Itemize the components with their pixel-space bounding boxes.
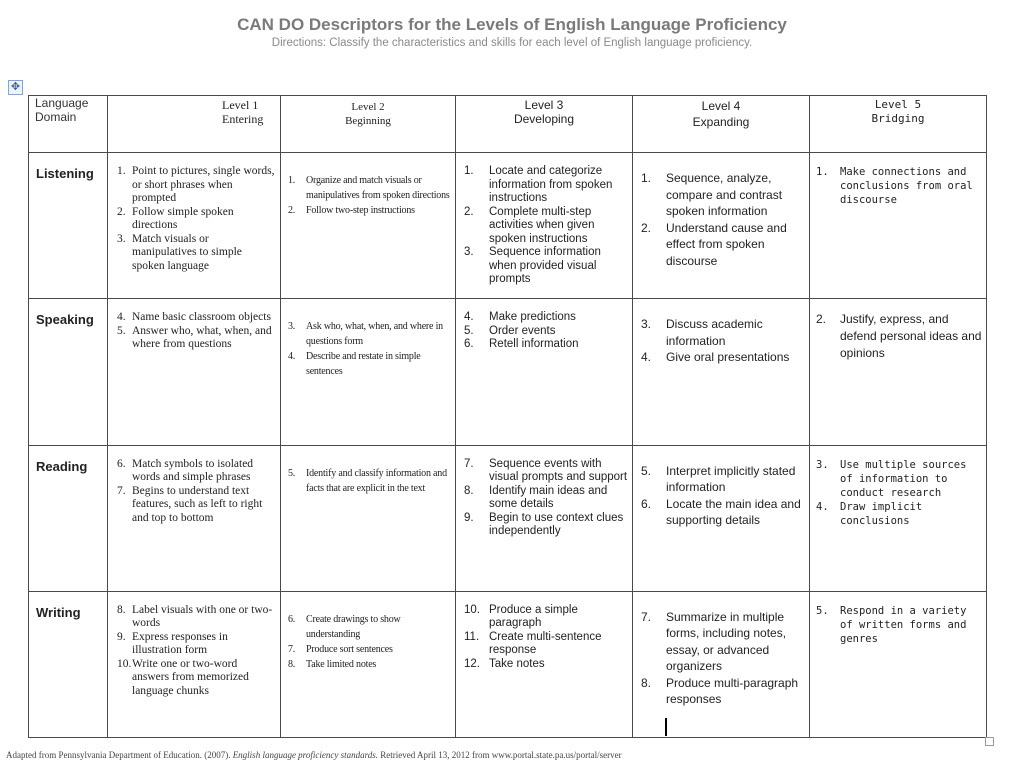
list-item xyxy=(108,233,276,274)
header-cell xyxy=(810,96,987,153)
list-item xyxy=(108,325,276,352)
list-item xyxy=(108,604,276,631)
header-cell xyxy=(29,96,108,153)
header-level-name: Level 1 xyxy=(222,98,259,112)
descriptor-cell xyxy=(456,299,633,445)
header-level-label: Bridging xyxy=(871,112,925,125)
list-item xyxy=(281,173,451,203)
item-text: Sequence events with visual prompts and support xyxy=(489,457,628,484)
item-number: 7. xyxy=(464,457,474,470)
header-domain-line: Domain xyxy=(35,110,77,124)
item-number: 4. xyxy=(117,311,126,324)
item-text: Organize and match visuals or manipulatives from spoken directions xyxy=(306,175,450,202)
item-text: Locate the main idea and supporting details xyxy=(666,496,801,528)
list-item xyxy=(633,496,805,529)
item-number: 1. xyxy=(816,166,829,179)
item-text: Follow two-step instructions xyxy=(306,205,415,217)
list-item xyxy=(633,220,805,270)
item-number: 6. xyxy=(288,613,296,625)
header-cell xyxy=(108,96,281,153)
descriptor-cell xyxy=(281,591,456,737)
header-level-label: Beginning xyxy=(345,115,391,127)
table-row xyxy=(29,445,987,591)
item-number: 5. xyxy=(641,463,652,478)
item-text: Create drawings to show understanding xyxy=(306,613,401,640)
list-item xyxy=(108,485,276,526)
header-level-label: Developing xyxy=(513,112,575,126)
item-text: Make connections and conclusions from oral discourse xyxy=(840,166,973,207)
header-level-label: Entering xyxy=(222,112,264,126)
item-number: 3. xyxy=(117,232,126,245)
descriptor-list xyxy=(281,446,455,496)
item-number: 2. xyxy=(464,205,474,218)
descriptor-list xyxy=(810,299,986,362)
table-row xyxy=(29,591,987,737)
descriptor-cell xyxy=(281,445,456,591)
item-number: 8. xyxy=(117,603,126,616)
item-number: 11. xyxy=(464,630,480,643)
list-item xyxy=(281,612,451,642)
move-arrows-icon[interactable]: ✥ xyxy=(8,80,23,95)
resize-square-icon[interactable] xyxy=(985,737,994,746)
list-item xyxy=(456,311,628,325)
descriptor-cell xyxy=(810,299,987,445)
can-do-table xyxy=(28,95,987,738)
table-row xyxy=(29,299,987,445)
item-number: 3. xyxy=(816,458,829,471)
item-text: Respond in a variety of written forms and genres xyxy=(840,604,967,645)
descriptor-cell xyxy=(810,445,987,591)
list-item xyxy=(456,206,628,247)
descriptor-list xyxy=(810,153,986,207)
domain-cell xyxy=(29,591,108,737)
item-text: Describe and restate in simple sentences xyxy=(306,351,421,378)
descriptor-cell xyxy=(108,445,281,591)
item-number: 12. xyxy=(464,657,480,670)
item-number: 3. xyxy=(464,246,474,259)
descriptor-list xyxy=(633,153,809,269)
descriptor-list xyxy=(633,592,809,708)
item-text: Produce a simple paragraph xyxy=(489,603,578,630)
descriptor-cell xyxy=(281,153,456,299)
list-item xyxy=(810,500,982,528)
item-number: 10. xyxy=(117,657,132,670)
list-item xyxy=(633,609,805,675)
descriptor-list xyxy=(633,446,809,529)
list-item xyxy=(810,458,982,500)
item-text: Match visuals or manipulatives to simple spoken language xyxy=(132,232,242,272)
item-text: Justify, express, and defend personal ideas and opinions xyxy=(840,312,982,361)
item-number: 9. xyxy=(117,630,126,643)
item-text: Begin to use context clues independently xyxy=(489,511,624,538)
item-number: 10. xyxy=(464,603,480,616)
item-text: Label visuals with one or two-words xyxy=(132,603,273,630)
item-text: Produce sort sentences xyxy=(306,643,393,655)
descriptor-list xyxy=(456,446,632,539)
list-item xyxy=(810,311,982,362)
list-item xyxy=(281,642,451,657)
list-item xyxy=(108,206,276,233)
item-text: Sequence, analyze, compare and contrast spoken information xyxy=(666,171,783,219)
domain-label: Speaking xyxy=(36,312,94,328)
item-text: Summarize in multiple forms, including notes, essay, or advanced organizers xyxy=(666,609,787,674)
item-number: 1. xyxy=(641,171,652,186)
item-text: Identify main ideas and some details xyxy=(489,484,608,511)
item-text: Make predictions xyxy=(489,311,576,324)
table-header-row xyxy=(29,96,987,153)
list-item xyxy=(456,165,628,206)
item-number: 2. xyxy=(641,220,652,235)
descriptor-cell xyxy=(810,591,987,737)
list-item xyxy=(810,165,982,207)
item-text: Name basic classroom objects xyxy=(132,311,271,324)
text-cursor xyxy=(665,718,667,736)
descriptor-cell xyxy=(633,445,810,591)
descriptor-list xyxy=(456,153,632,287)
item-text: Produce multi-paragraph responses xyxy=(666,675,799,707)
list-item xyxy=(281,657,451,672)
descriptor-list xyxy=(281,299,455,379)
descriptor-list xyxy=(108,446,280,526)
item-number: 9. xyxy=(464,511,474,524)
descriptor-list xyxy=(108,299,280,352)
list-item xyxy=(281,319,451,349)
item-text: Discuss academic information xyxy=(666,317,763,348)
list-item xyxy=(281,349,451,379)
citation-title: English language proficiency standards. xyxy=(232,750,379,760)
item-number: 2. xyxy=(288,205,296,217)
item-number: 5. xyxy=(288,467,296,479)
header-level-name: Level 2 xyxy=(351,101,385,113)
item-number: 1. xyxy=(117,165,126,178)
list-item xyxy=(456,631,628,658)
header-level-name: Level 5 xyxy=(874,98,922,111)
citation-retrieved: Retrieved April 13, 2012 from www.portal.state.pa.us/portal/server xyxy=(380,750,622,760)
item-text: Draw implicit conclusions xyxy=(840,500,923,527)
citation-source: Adapted from Pennsylvania Department of Education. (2007). xyxy=(6,750,231,760)
list-item xyxy=(281,203,451,218)
item-text: Give oral presentations xyxy=(666,350,790,365)
list-item xyxy=(456,485,628,512)
item-text: Match symbols to isolated words and simple phrases xyxy=(132,457,254,484)
item-number: 7. xyxy=(288,643,296,655)
descriptor-list xyxy=(456,592,632,672)
item-number: 8. xyxy=(288,658,296,670)
descriptor-cell xyxy=(108,591,281,737)
descriptor-cell xyxy=(281,299,456,445)
item-number: 4. xyxy=(641,350,652,365)
domain-label: Reading xyxy=(36,458,88,474)
item-number: 1. xyxy=(464,165,474,178)
descriptor-cell xyxy=(108,153,281,299)
item-number: 7. xyxy=(641,609,652,624)
domain-cell xyxy=(29,445,108,591)
page-title: CAN DO Descriptors for the Levels of English Language Proficiency xyxy=(237,15,787,34)
item-text: Ask who, what, when, and where in questions form xyxy=(306,321,443,348)
list-item xyxy=(633,463,805,496)
list-item xyxy=(108,458,276,485)
list-item xyxy=(108,658,276,699)
item-number: 6. xyxy=(117,457,126,470)
list-item xyxy=(456,458,628,485)
domain-label: Writing xyxy=(36,604,81,620)
item-number: 5. xyxy=(464,324,474,337)
list-item xyxy=(456,658,628,672)
header-cell xyxy=(633,96,810,153)
item-number: 3. xyxy=(288,321,296,333)
list-item xyxy=(108,165,276,206)
item-number: 5. xyxy=(117,324,126,337)
item-text: Take notes xyxy=(489,657,545,670)
item-number: 3. xyxy=(641,317,652,332)
item-number: 4. xyxy=(464,311,474,324)
list-item xyxy=(456,604,628,631)
domain-cell xyxy=(29,153,108,299)
list-item xyxy=(456,338,628,352)
descriptor-cell xyxy=(810,153,987,299)
item-number: 4. xyxy=(288,351,296,363)
item-text: Write one or two-word answers from memorized language chunks xyxy=(132,657,249,697)
item-text: Locate and categorize information from spoken instructions xyxy=(489,165,613,205)
descriptor-cell xyxy=(108,299,281,445)
list-item xyxy=(633,316,805,349)
item-number: 1. xyxy=(288,175,296,187)
item-text: Interpret implicitly stated information xyxy=(666,463,796,495)
item-text: Point to pictures, single words, or short phrases when prompted xyxy=(132,165,275,205)
item-text: Sequence information when provided visual prompts xyxy=(489,246,601,286)
header-level-name: Level 4 xyxy=(701,99,741,113)
item-number: 8. xyxy=(464,484,474,497)
item-text: Express responses in illustration form xyxy=(132,630,228,657)
item-text: Take limited notes xyxy=(306,658,377,670)
descriptor-list xyxy=(108,592,280,699)
list-item xyxy=(108,311,276,325)
descriptor-cell xyxy=(456,445,633,591)
item-text: Use multiple sources of information to conduct research xyxy=(840,458,967,499)
list-item xyxy=(281,466,451,496)
descriptor-list xyxy=(108,153,280,273)
header-domain-line: Language xyxy=(35,96,89,110)
list-item xyxy=(633,675,805,708)
item-number: 4. xyxy=(816,500,829,513)
item-number: 6. xyxy=(464,338,474,351)
list-item xyxy=(810,604,982,646)
item-text: Identify and classify information and facts that are explicit in the text xyxy=(306,467,447,494)
header-level-label: Expanding xyxy=(692,115,750,129)
item-number: 2. xyxy=(816,312,827,327)
item-number: 2. xyxy=(117,205,126,218)
item-number: 5. xyxy=(816,604,829,617)
header-cell xyxy=(456,96,633,153)
item-text: Follow simple spoken directions xyxy=(132,205,234,232)
item-number: 7. xyxy=(117,484,126,497)
domain-cell xyxy=(29,299,108,445)
domain-label: Listening xyxy=(36,166,94,182)
descriptor-cell xyxy=(456,591,633,737)
list-item xyxy=(633,349,805,366)
header-level-name: Level 3 xyxy=(524,98,564,112)
item-text: Order events xyxy=(489,324,556,337)
directions-text: Directions: Classify the characteristics and skills for each level of English language proficiency. xyxy=(271,37,753,49)
descriptor-cell xyxy=(633,299,810,445)
descriptor-list xyxy=(633,299,809,366)
citation xyxy=(6,750,1016,760)
table-row xyxy=(29,153,987,299)
item-text: Retell information xyxy=(489,338,579,351)
list-item xyxy=(456,512,628,539)
item-number: 8. xyxy=(641,675,652,690)
item-text: Complete multi-step activities when given spoken instructions xyxy=(489,205,595,245)
list-item xyxy=(456,246,628,287)
item-text: Understand cause and effect from spoken discourse xyxy=(666,220,787,268)
descriptor-list xyxy=(281,592,455,672)
list-item xyxy=(108,631,276,658)
descriptor-cell xyxy=(633,153,810,299)
item-number: 6. xyxy=(641,496,652,511)
descriptor-list xyxy=(456,299,632,352)
descriptor-cell xyxy=(633,591,810,737)
descriptor-list xyxy=(810,446,986,528)
list-item xyxy=(633,170,805,220)
item-text: Create multi-sentence response xyxy=(489,630,602,657)
list-item xyxy=(456,325,628,339)
descriptor-list xyxy=(281,153,455,218)
item-text: Answer who, what, when, and where from questions xyxy=(132,324,272,351)
item-text: Begins to understand text features, such as left to right and top to bottom xyxy=(132,484,263,524)
header-cell xyxy=(281,96,456,153)
descriptor-list xyxy=(810,592,986,646)
descriptor-cell xyxy=(456,153,633,299)
